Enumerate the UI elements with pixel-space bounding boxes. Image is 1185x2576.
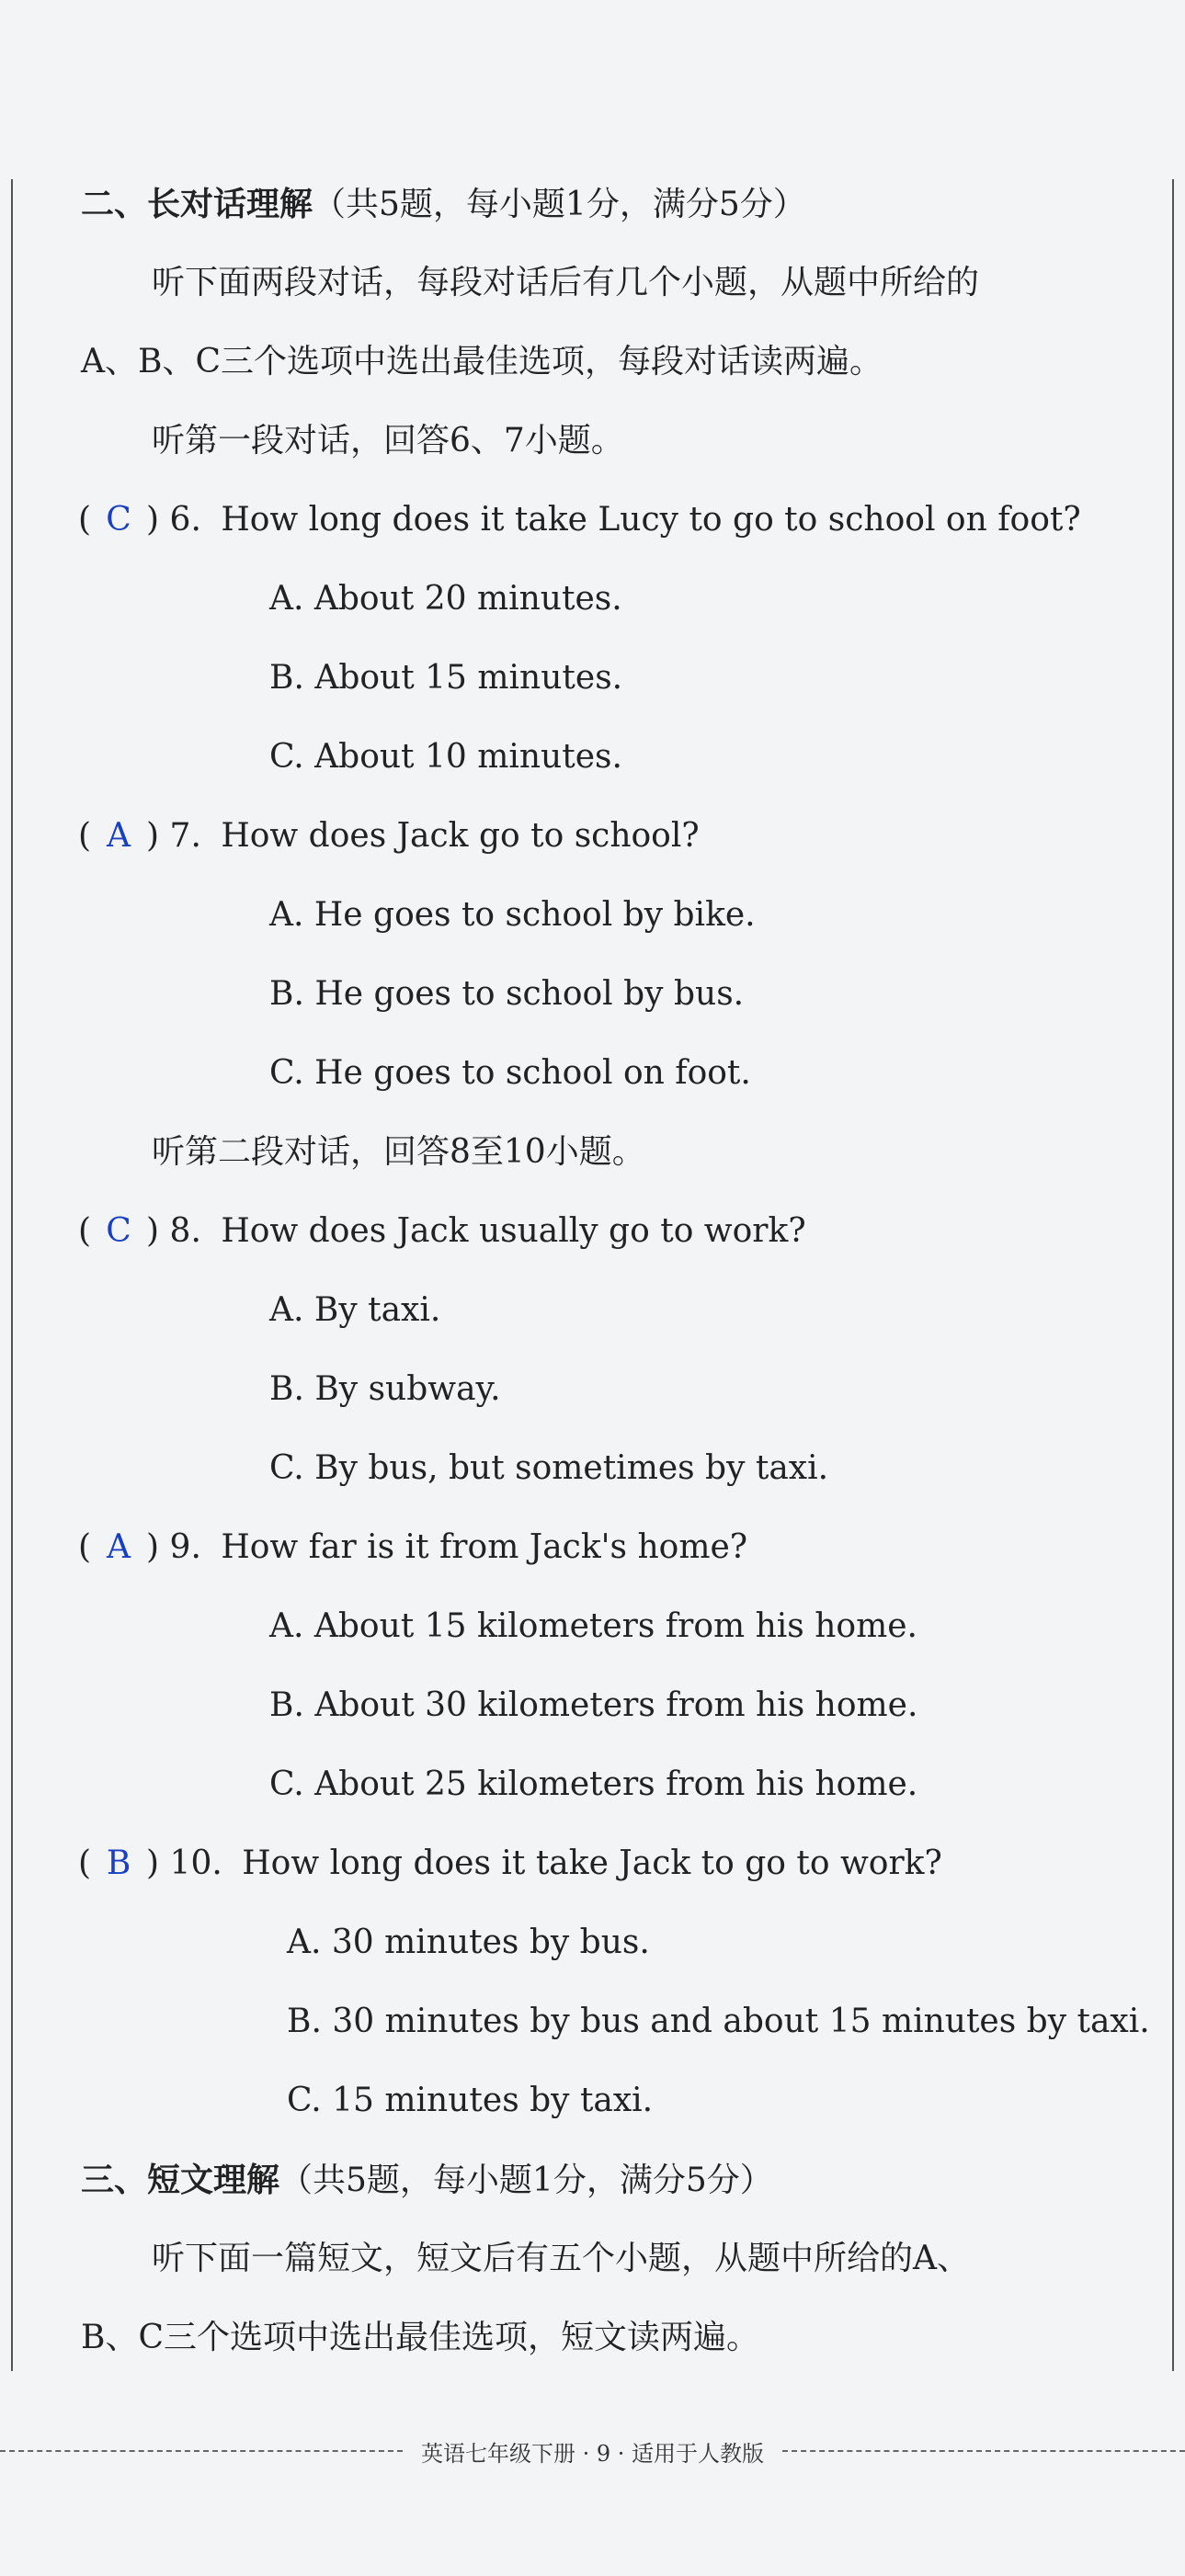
q8-option-a: A. By taxi. [269, 1291, 441, 1329]
answer-paren-open: ( [78, 817, 92, 855]
right-margin-rule [1172, 179, 1174, 2371]
q9-option-b: B. About 30 kilometers from his home. [269, 1686, 918, 1724]
answer-9: A [107, 1528, 131, 1566]
q9-option-a: A. About 15 kilometers from his home. [269, 1607, 917, 1645]
footer-divider-left [0, 2450, 403, 2452]
answer-paren-open: ( [78, 1844, 92, 1882]
answer-paren-open: ( [78, 501, 92, 539]
answer-paren-close: ) [146, 1844, 160, 1882]
section3-note: （共5题，每小题1分，满分5分） [279, 2162, 773, 2199]
section2-note: （共5题，每小题1分，满分5分） [313, 186, 806, 223]
page-footer [0, 2437, 1185, 2465]
section2-title: 二、长对话理解 [81, 185, 313, 223]
question-number: 10. [169, 1844, 222, 1882]
answer-paren-close: ) [146, 817, 160, 855]
q9-option-c: C. About 25 kilometers from his home. [269, 1765, 918, 1803]
answer-6: C [106, 501, 131, 539]
section2-instruction-2: A、B、C三个选项中选出最佳选项，每段对话读两遍。 [81, 343, 883, 380]
dialog1-instruction: 听第一段对话，回答6、7小题。 [152, 422, 624, 460]
question-number: 8. [169, 1212, 201, 1250]
answer-paren-close: ) [146, 1528, 160, 1566]
section3-instruction-1: 听下面一篇短文，短文后有五个小题，从题中所给的A、 [152, 2240, 970, 2277]
answer-paren-close: ) [146, 1212, 160, 1250]
question-8 [78, 1211, 806, 1252]
footer-text: 英语七年级下册 · 9 · 适用于人教版 [420, 2440, 765, 2467]
section2-instruction-1: 听下面两段对话，每段对话后有几个小题，从题中所给的 [152, 264, 980, 301]
q8-option-b: B. By subway. [269, 1370, 501, 1408]
q10-option-b: B. 30 minutes by bus and about 15 minutes by taxi. [287, 2003, 1150, 2040]
section2-heading [81, 184, 806, 225]
question-text: How long does it take Lucy to go to school on foot? [221, 501, 1081, 539]
answer-paren-open: ( [78, 1212, 92, 1250]
q8-option-c: C. By bus, but sometimes by taxi. [269, 1449, 829, 1487]
question-number: 9. [169, 1528, 201, 1566]
answer-8: C [106, 1212, 131, 1250]
q7-option-a: A. He goes to school by bike. [269, 896, 756, 934]
answer-paren-open: ( [78, 1528, 92, 1566]
q6-option-c: C. About 10 minutes. [269, 738, 622, 776]
question-text: How does Jack usually go to work? [221, 1212, 806, 1250]
section3-title: 三、短文理解 [81, 2161, 280, 2199]
question-text: How long does it take Jack to go to work? [242, 1844, 942, 1882]
q10-option-c: C. 15 minutes by taxi. [287, 2082, 654, 2119]
section3-instruction-2: B、C三个选项中选出最佳选项，短文读两遍。 [81, 2319, 760, 2356]
left-margin-rule [11, 179, 13, 2371]
question-text: How far is it from Jack's home? [221, 1528, 748, 1566]
answer-10: B [106, 1844, 131, 1882]
question-text: How does Jack go to school? [221, 817, 700, 855]
question-10 [78, 1844, 942, 1884]
question-6 [78, 500, 1081, 540]
q7-option-b: B. He goes to school by bus. [269, 975, 745, 1013]
answer-7: A [107, 817, 131, 855]
q6-option-b: B. About 15 minutes. [269, 659, 623, 697]
question-number: 7. [169, 817, 201, 855]
question-number: 6. [169, 501, 201, 539]
footer-divider-right [782, 2450, 1185, 2452]
dialog2-instruction: 听第二段对话，回答8至10小题。 [152, 1133, 645, 1171]
question-9 [78, 1527, 747, 1568]
answer-paren-close: ) [146, 501, 160, 539]
section3-heading [81, 2160, 773, 2201]
q6-option-a: A. About 20 minutes. [269, 580, 622, 618]
question-7 [78, 816, 700, 857]
q10-option-a: A. 30 minutes by bus. [287, 1923, 650, 1961]
q7-option-c: C. He goes to school on foot. [269, 1054, 751, 1092]
